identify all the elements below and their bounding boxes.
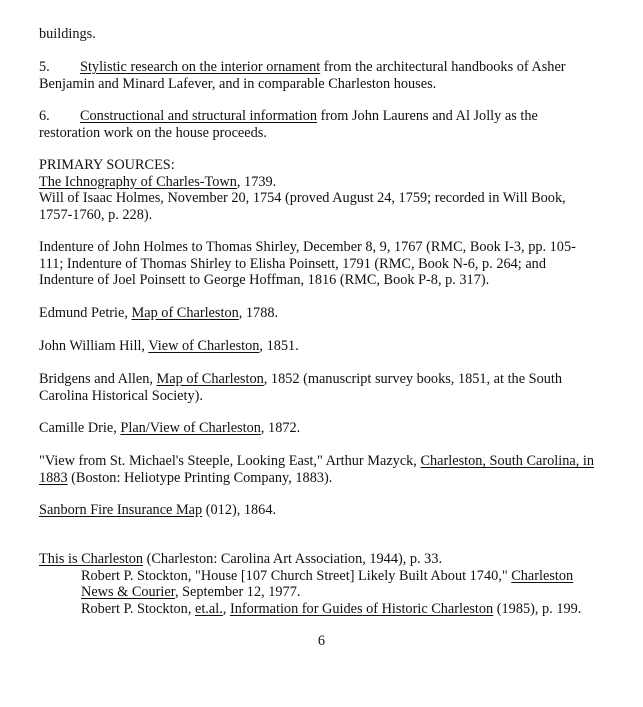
item-number: 5. [39,59,50,75]
source-title: Information for Guides of Historic Charleston [229,600,494,617]
source-detail: , 1788. [238,305,279,321]
item-text: from the architectural handbooks of Asher Benjamin and Minard Lafever, and in comparable Charleston houses. [39,59,566,92]
source-separator: , [222,600,230,617]
source-author: Bridgens and Allen, [39,371,157,387]
source-title: The Ichnography of Charles-Town [39,173,237,190]
source-detail: (Boston: Heliotype Printing Company, 1883). [67,469,333,486]
research-item-5 [39,59,599,92]
source-title: Map of Charleston [156,371,264,387]
item-title: Stylistic research on the interior ornament [80,59,321,75]
source-title: This is Charleston [39,551,144,567]
source-author: "View from St. Michael's Steeple, Looking East," Arthur Mazyck, [39,453,421,469]
source-stockton-article [39,568,599,601]
source-detail: , 1739. [236,173,277,190]
source-author: John William Hill, [39,338,149,354]
source-author: Edmund Petrie, [39,305,132,321]
source-detail: , 1872. [260,420,301,436]
source-stockton-guide [39,601,599,618]
source-drie [39,420,599,437]
source-this-is-charleston [39,551,599,568]
source-ichnography [39,174,599,191]
source-sanborn [39,502,599,519]
source-hill [39,338,599,355]
page-number: 6 [317,633,326,649]
source-petrie [39,305,599,322]
source-author: Camille Drie, [39,420,121,436]
source-author: Robert P. Stockton, "House [107 Church Street] Likely Built About 1740," [81,567,512,584]
source-title: Map of Charleston [131,305,239,321]
source-title: Charleston, South Carolina, in 1883 [39,453,594,486]
source-title: Charleston News & Courier [81,567,574,600]
source-author: Robert P. Stockton, [81,600,195,617]
primary-sources-heading: PRIMARY SOURCES: [39,157,175,173]
source-title: Plan/View of Charleston [120,420,261,436]
item-title: Constructional and structural information [80,108,318,124]
source-mazyck [39,453,599,486]
source-title: Sanborn Fire Insurance Map [39,502,203,518]
secondary-sources-block [39,551,599,617]
source-detail: (1985), p. 199. [493,600,582,617]
source-etal: et.al. [194,600,223,617]
source-will: Will of Isaac Holmes, November 20, 1754 (proved August 24, 1759; recorded in Will Book, 1757-1760, p. 228). [39,190,566,223]
item-text: from John Laurens and Al Jolly as the restoration work on the house proceeds. [39,108,538,141]
source-bridgens [39,371,599,404]
source-detail: (Charleston: Carolina Art Association, 1944), p. 33. [143,551,443,567]
carryover-text: buildings. [39,26,96,42]
source-detail: , 1851. [259,338,299,354]
source-detail: , 1852 (manuscript survey books, 1851, at the South Carolina Historical Society). [39,371,562,404]
source-title: View of Charleston [148,338,260,354]
research-item-6 [39,108,599,141]
source-detail: , September 12, 1977. [174,584,301,600]
source-indenture: Indenture of John Holmes to Thomas Shirley, December 8, 9, 1767 (RMC, Book I-3, pp. 105-111; Indenture of Thomas Shirley to Elisha Poinsett, 1791 (RMC, Book N-6, p. 264; and Indenture of Joel Poinsett to George Hoffman, 1816 (RMC, Book P-8, p. 317). [39,239,576,288]
source-detail: (012), 1864. [202,502,277,518]
item-number: 6. [39,108,50,124]
primary-sources-block [39,157,599,223]
